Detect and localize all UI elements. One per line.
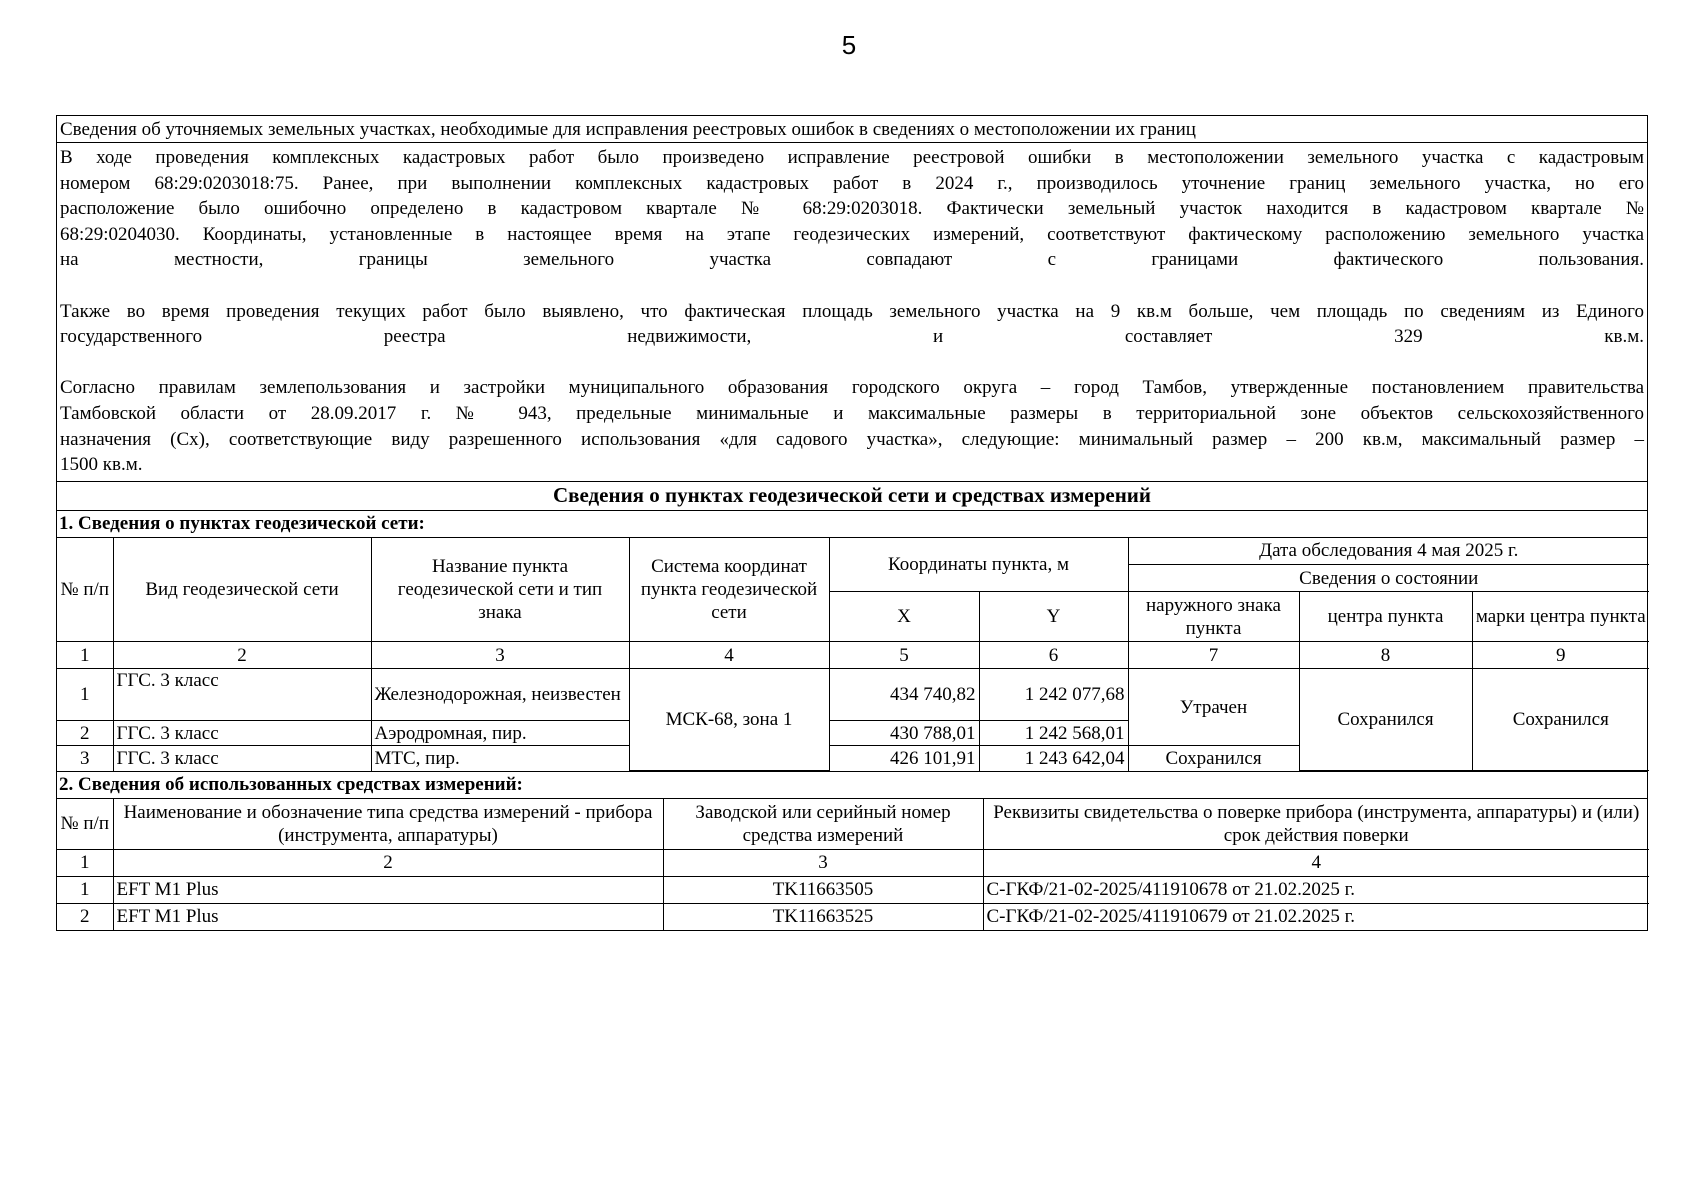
paragraph-1-line-3: расположение было ошибочно определено в кадастровом квартале № 68:29:0203018. Фактически земельный участок находится в кадастровом квартале № [60, 198, 1644, 220]
center-state: Сохранился [1299, 669, 1472, 771]
row-num: 1 [57, 669, 113, 721]
col-number: 7 [1128, 642, 1299, 669]
instr-row-num: 1 [57, 876, 113, 903]
col-number: 2 [113, 642, 371, 669]
header-center: центра пункта [1299, 592, 1472, 642]
col-number: 4 [983, 849, 1649, 876]
instr-row-cert: С-ГКФ/21-02-2025/411910679 от 21.02.2025 г. [983, 903, 1649, 930]
instr-row-name: EFT M1 Plus [113, 903, 663, 930]
col-number: 3 [663, 849, 983, 876]
outer-state-kept: Сохранился [1128, 746, 1299, 771]
geodetic-table-wrapper [57, 538, 1647, 773]
row-num: 2 [57, 721, 113, 746]
paragraph-3-line-1: Согласно правилам землепользования и застройки муниципального образования городского округа – город Тамбов, утвержденные постановлением правительства [60, 377, 1644, 399]
paragraph-1-line-4: 68:29:0204030. Координаты, установленные в настоящее время на этапе геодезических измерений, соответствуют фактическому расположению земельного участка [60, 223, 1644, 245]
col-number: 1 [57, 642, 113, 669]
table-row [57, 876, 1649, 903]
instr-header-num: № п/п [57, 799, 113, 849]
row-point-name: Аэродромная, пир. [371, 721, 629, 746]
col-number: 5 [829, 642, 979, 669]
page-number: 5 [841, 30, 857, 60]
instruments-table-wrapper [57, 799, 1647, 930]
col-number: 2 [113, 849, 663, 876]
document-body [56, 115, 1648, 931]
column-numbers-row [57, 849, 1649, 876]
clarified-plots-heading: Сведения об уточняемых земельных участках, необходимые для исправления реестровых ошибок в сведениях о местоположении их границ [57, 116, 1647, 143]
col-number: 8 [1299, 642, 1472, 669]
paragraph-2-line-2: государственного реестра недвижимости, и составляет 329 кв.м. [60, 326, 1644, 348]
geodetic-subheading: 1. Сведения о пунктах геодезической сети: [57, 511, 1647, 538]
column-numbers-row [57, 642, 1649, 669]
table-row [57, 669, 1649, 721]
paragraph-3-line-3: назначения (Сх), соответствующие виду разрешенного использования «для садового участка», следующие: минимальный размер – 200 кв.м, максимальный размер – [60, 428, 1644, 450]
row-network-type: ГГС. 3 класс [113, 746, 371, 771]
outer-state-lost: Утрачен [1128, 669, 1299, 746]
row-point-name: МТС, пир. [371, 746, 629, 771]
header-coord-system: Система координат пункта геодезической сети [629, 538, 829, 642]
row-network-type: ГГС. 3 класс [113, 721, 371, 746]
col-number: 6 [979, 642, 1128, 669]
instr-row-serial: TK11663525 [663, 903, 983, 930]
col-number: 1 [57, 849, 113, 876]
col-number: 9 [1472, 642, 1649, 669]
header-point-name: Название пункта геодезической сети и тип знака [371, 538, 629, 642]
row-num: 3 [57, 746, 113, 771]
header-coords: Координаты пункта, м [829, 538, 1128, 592]
center-mark-state: Сохранился [1472, 669, 1649, 771]
instr-row-serial: TK11663505 [663, 876, 983, 903]
header-state: Сведения о состоянии [1128, 565, 1649, 592]
instruments-subheading: 2. Сведения об использованных средствах измерений: [57, 772, 1647, 799]
instr-header-name: Наименование и обозначение типа средства измерений - прибора (инструмента, аппаратуры) [113, 799, 663, 849]
explanatory-text [57, 143, 1647, 482]
instr-row-num: 2 [57, 903, 113, 930]
header-x: X [829, 592, 979, 642]
section-title: Сведения о пунктах геодезической сети и средствах измерений [57, 482, 1647, 511]
row-x: 426 101,91 [829, 746, 979, 771]
instr-header-cert: Реквизиты свидетельства о поверке прибора (инструмента, аппаратуры) и (или) срок действия поверки [983, 799, 1649, 849]
paragraph-3-line-4: 1500 кв.м. [60, 454, 143, 476]
geodetic-table [57, 538, 1649, 772]
table-row [57, 903, 1649, 930]
col-number: 4 [629, 642, 829, 669]
paragraph-1-line-5: на местности, границы земельного участка совпадают с границами фактического пользования. [60, 249, 1644, 271]
row-y: 1 242 568,01 [979, 721, 1128, 746]
header-center-mark: марки центра пункта [1472, 592, 1649, 642]
paragraph-2-line-1: Также во время проведения текущих работ было выявлено, что фактическая площадь земельного участка на 9 кв.м больше, чем площадь по сведениям из Единого [60, 300, 1644, 322]
row-x: 434 740,82 [829, 669, 979, 721]
coord-system-value: МСК-68, зона 1 [629, 669, 829, 771]
header-num: № п/п [57, 538, 113, 642]
row-x: 430 788,01 [829, 721, 979, 746]
row-y: 1 243 642,04 [979, 746, 1128, 771]
instr-row-cert: С-ГКФ/21-02-2025/411910678 от 21.02.2025 г. [983, 876, 1649, 903]
col-number: 3 [371, 642, 629, 669]
instr-header-serial: Заводской или серийный номер средства измерений [663, 799, 983, 849]
header-outer-sign: наружного знака пункта [1128, 592, 1299, 642]
instr-row-name: EFT M1 Plus [113, 876, 663, 903]
header-y: Y [979, 592, 1128, 642]
paragraph-1-line-1: В ходе проведения комплексных кадастровых работ было произведено исправление реестровой ошибки в местоположении земельного участка с кадастровым [60, 147, 1644, 168]
row-network-type: ГГС. 3 класс [113, 669, 371, 721]
paragraph-3-line-2: Тамбовской области от 28.09.2017 г. № 943, предельные минимальные и максимальные размеры в территориальной зоне объектов сельскохозяйственного [60, 402, 1644, 424]
instruments-table [57, 799, 1649, 930]
row-point-name: Железнодорожная, неизвестен [371, 669, 629, 721]
row-y: 1 242 077,68 [979, 669, 1128, 721]
header-survey-date: Дата обследования 4 мая 2025 г. [1128, 538, 1649, 565]
paragraph-1-line-2: номером 68:29:0203018:75. Ранее, при выполнении комплексных кадастровых работ в 2024 г., производилось уточнение границ земельного участка, но его [60, 172, 1644, 194]
header-network-type: Вид геодезической сети [113, 538, 371, 642]
